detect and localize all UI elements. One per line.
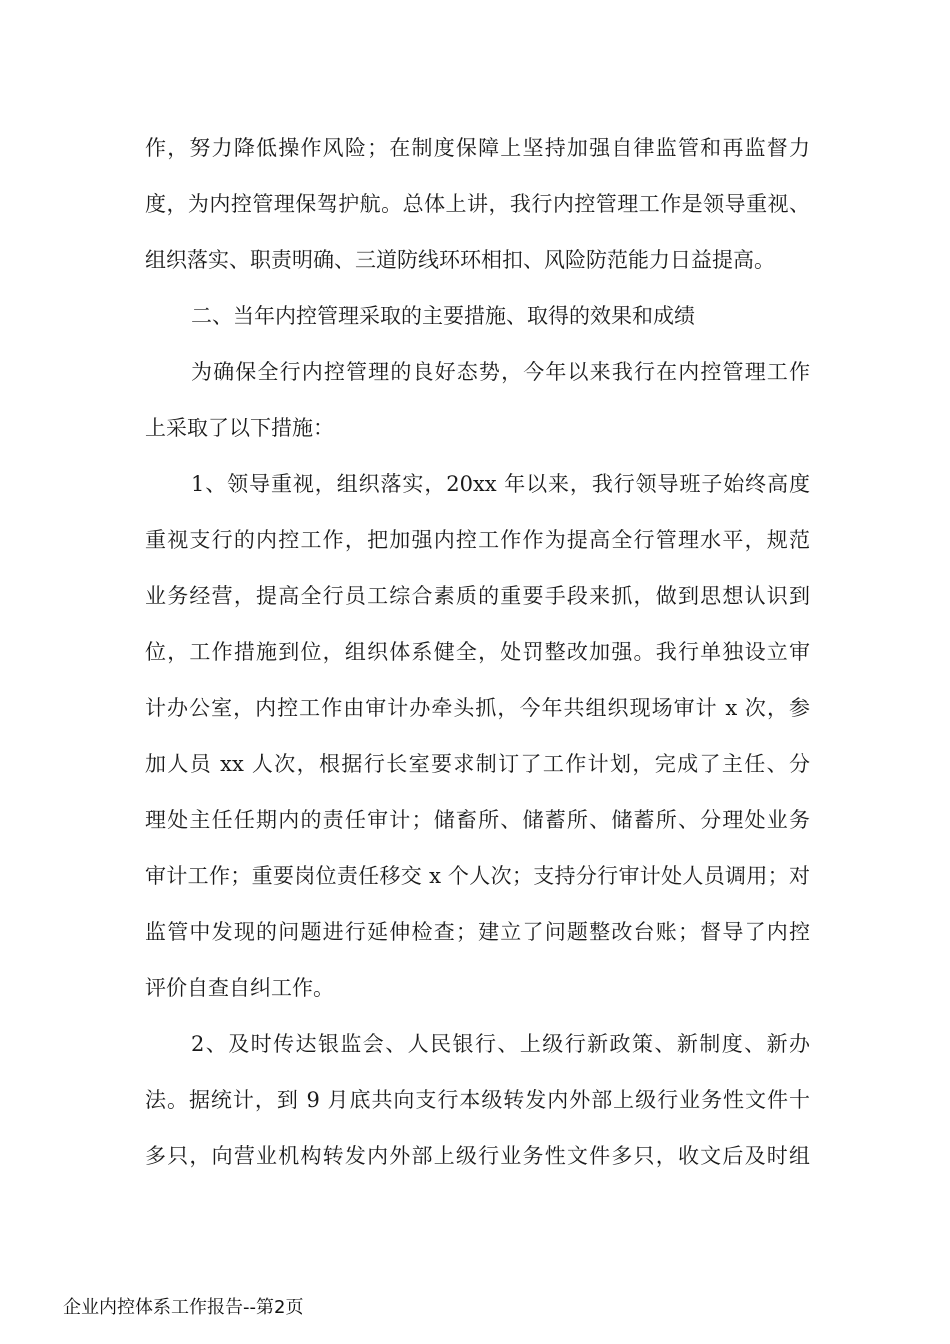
text-line: 多只，向营业机构转发内外部上级行业务性文件多只，收文后及时组: [145, 1144, 810, 1168]
text-line: 2、及时传达银监会、人民银行、上级行新政策、新制度、新办: [191, 1032, 810, 1056]
text-line: 位，工作措施到位，组织体系健全，处罚整改加强。我行单独设立审: [145, 640, 810, 664]
text-line: 为确保全行内控管理的良好态势，今年以来我行在内控管理工作: [191, 360, 810, 384]
page-footer: 企业内控体系工作报告--第2页: [63, 1297, 304, 1318]
document-body: [145, 128, 810, 1192]
text-line: 计办公室，内控工作由审计办牵头抓，今年共组织现场审计 x 次，参: [145, 696, 810, 720]
text-line: 度，为内控管理保驾护航。总体上讲，我行内控管理工作是领导重视、: [145, 192, 810, 216]
section-heading: 二、当年内控管理采取的主要措施、取得的效果和成绩: [191, 304, 695, 328]
text-line: 法。据统计，到 9 月底共向支行本级转发内外部上级行业务性文件十: [145, 1088, 810, 1112]
text-line: 上采取了以下措施：: [145, 416, 334, 440]
text-line: 监管中发现的问题进行延伸检查；建立了问题整改台账；督导了内控: [145, 920, 810, 944]
text-line: 审计工作；重要岗位责任移交 x 个人次；支持分行审计处人员调用；对: [145, 864, 810, 888]
text-line: 理处主任任期内的责任审计；储畜所、储蓄所、储蓄所、分理处业务: [145, 808, 810, 832]
text-line: 加人员 xx 人次，根据行长室要求制订了工作计划，完成了主任、分: [145, 752, 810, 776]
text-line: 业务经营，提高全行员工综合素质的重要手段来抓，做到思想认识到: [145, 584, 810, 608]
text-line: 组织落实、职责明确、三道防线环环相扣、风险防范能力日益提高。: [145, 248, 775, 272]
text-line: 评价自查自纠工作。: [145, 976, 334, 1000]
text-line: 重视支行的内控工作，把加强内控工作作为提高全行管理水平，规范: [145, 528, 810, 552]
text-line: 1、领导重视，组织落实，20xx 年以来，我行领导班子始终高度: [191, 472, 810, 496]
text-line: 作，努力降低操作风险；在制度保障上坚持加强自律监管和再监督力: [145, 136, 810, 160]
